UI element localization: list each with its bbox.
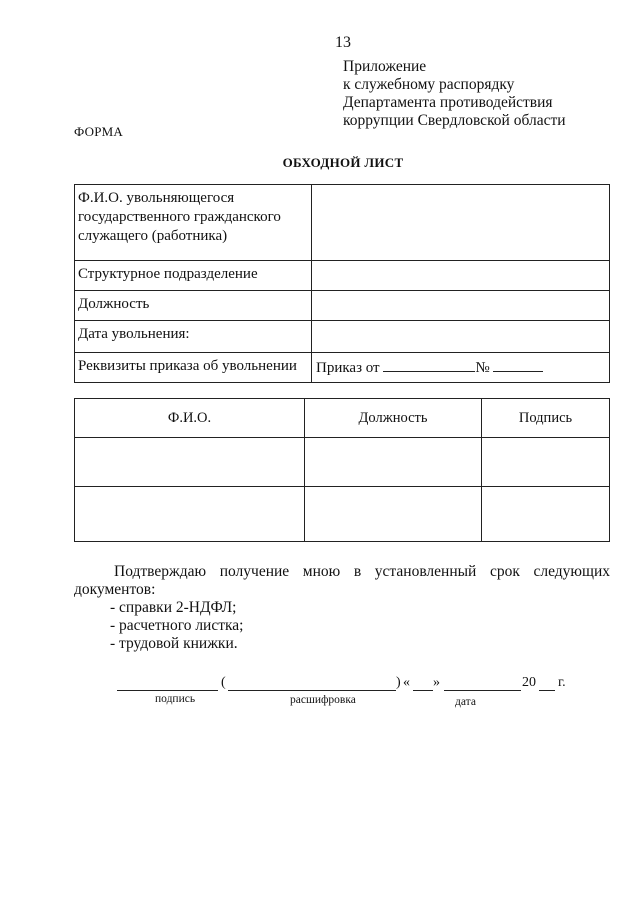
- order-number-blank[interactable]: [493, 357, 543, 372]
- header-position: Должность: [305, 399, 482, 438]
- list-item: - справки 2-НДФЛ;: [110, 599, 237, 616]
- appendix-line: коррупции Свердловской области: [343, 112, 566, 129]
- year-prefix: 20: [522, 675, 536, 690]
- position-field[interactable]: [312, 291, 610, 321]
- appendix-note: [343, 58, 566, 130]
- appendix-line: к служебному распорядку: [343, 76, 515, 93]
- header-signature: Подпись: [482, 399, 610, 438]
- list-item: - расчетного листка;: [110, 617, 244, 634]
- caption-transcript: расшифровка: [290, 694, 356, 706]
- table-row: [75, 261, 610, 291]
- cell-signature[interactable]: [482, 487, 610, 542]
- order-from-text: Приказ от: [316, 360, 380, 376]
- transcript-open-paren: (: [221, 675, 226, 690]
- form-label: ФОРМА: [74, 124, 123, 139]
- clearance-signatures-table: [74, 398, 610, 542]
- employee-info-table: [74, 184, 610, 383]
- day-quote-open: «: [403, 675, 410, 690]
- department-field[interactable]: [312, 261, 610, 291]
- day-quote-close: »: [433, 675, 440, 690]
- list-item: - трудовой книжки.: [110, 635, 238, 652]
- position-label: Должность: [75, 291, 312, 321]
- caption-signature: подпись: [155, 693, 196, 705]
- table-row: [75, 291, 610, 321]
- table-row: [75, 353, 610, 383]
- cell-signature[interactable]: [482, 438, 610, 487]
- table-row: [75, 321, 610, 353]
- cell-position[interactable]: [305, 438, 482, 487]
- table-row: [75, 487, 610, 542]
- table-header-row: [75, 399, 610, 438]
- confirmation-lead-continued: документов:: [74, 581, 156, 598]
- order-details-field[interactable]: [312, 353, 610, 383]
- header-full-name: Ф.И.О.: [75, 399, 305, 438]
- signature-blank[interactable]: [117, 690, 218, 691]
- dismissal-date-label: Дата увольнения:: [75, 321, 312, 353]
- day-blank[interactable]: [413, 690, 433, 691]
- page-number: 13: [335, 34, 351, 51]
- order-date-blank[interactable]: [383, 357, 475, 372]
- appendix-line: Приложение: [343, 58, 427, 75]
- cell-position[interactable]: [305, 487, 482, 542]
- table-row: [75, 438, 610, 487]
- year-blank[interactable]: [539, 690, 555, 691]
- cell-full-name[interactable]: [75, 438, 305, 487]
- order-number-sign: №: [475, 360, 490, 376]
- full-name-label: Ф.И.О. увольняющегося государственного гражданского служащего (работника): [75, 185, 312, 261]
- dismissal-date-field[interactable]: [312, 321, 610, 353]
- appendix-line: Департамента противодействия: [343, 94, 553, 111]
- full-name-field[interactable]: [312, 185, 610, 261]
- transcript-blank[interactable]: [228, 690, 396, 691]
- year-suffix: г.: [558, 675, 566, 690]
- confirmation-lead: Подтверждаю получение мною в установленный срок следующих: [114, 563, 610, 580]
- month-blank[interactable]: [444, 690, 521, 691]
- transcript-close-paren: ): [396, 675, 401, 690]
- document-title: ОБХОДНОЙ ЛИСТ: [282, 155, 404, 170]
- order-details-label: Реквизиты приказа об увольнении: [75, 353, 312, 383]
- department-label: Структурное подразделение: [75, 261, 312, 291]
- confirmation-text: [74, 563, 610, 653]
- caption-date: дата: [455, 696, 476, 708]
- cell-full-name[interactable]: [75, 487, 305, 542]
- table-row: [75, 185, 610, 261]
